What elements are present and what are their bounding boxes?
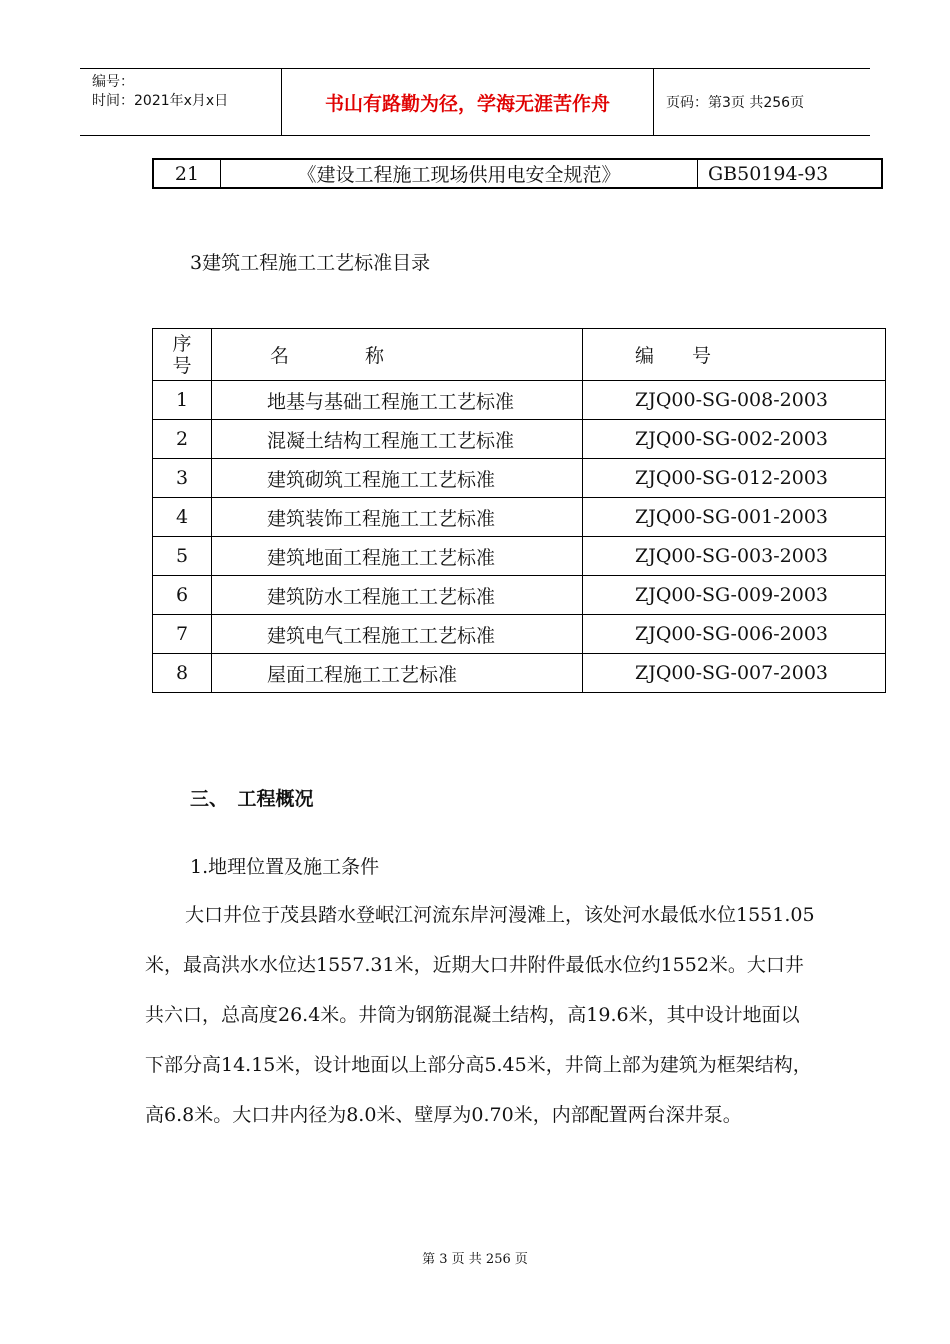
header-no-line2: 号 <box>172 354 192 377</box>
table-row <box>153 498 886 537</box>
row-number: 8 <box>153 654 212 693</box>
header-meta <box>80 69 282 135</box>
row-number: 3 <box>153 459 212 498</box>
row-number: 5 <box>153 537 212 576</box>
page-footer: 第 3 页 共 256 页 <box>422 1252 528 1267</box>
row-number: 2 <box>153 420 212 459</box>
row-code: ZJQ00-SG-012-2003 <box>583 459 886 498</box>
row-name: 建筑防水工程施工工艺标准 <box>212 576 583 615</box>
page-header <box>80 68 870 136</box>
body-paragraph: 大口井位于茂县踏水登岷江河流东岸河漫滩上，该处河水最低水位1551.05米，最高洪水水位达1557.31米，近期大口井附件最低水位约1552米。大口井共六口，总高度26.4米。井筒为钢筋混凝土结构，高19.6米，其中设计地面以下部分高14.15米，设计地面以上部分高5.45米，井筒上部为建筑为框架结构，高6.8米。大口井内径为8.0米、壁厚为0.70米，内部配置两台深井泵。 <box>145 904 815 1126</box>
header-no-cell <box>153 329 212 381</box>
spec-table-tail <box>152 158 883 189</box>
row-name: 建筑装饰工程施工工艺标准 <box>212 498 583 537</box>
table-row <box>153 420 886 459</box>
section-3-title: 3建筑工程施工工艺标准目录 <box>190 252 431 274</box>
row-code: ZJQ00-SG-002-2003 <box>583 420 886 459</box>
row-name: 建筑砌筑工程施工工艺标准 <box>212 459 583 498</box>
table-row <box>153 576 886 615</box>
row-name: 屋面工程施工工艺标准 <box>212 654 583 693</box>
row-name: 混凝土结构工程施工工艺标准 <box>212 420 583 459</box>
row-code: ZJQ00-SG-001-2003 <box>583 498 886 537</box>
table-header-row <box>153 329 886 381</box>
row-number: 4 <box>153 498 212 537</box>
header-code-cell: 编 号 <box>583 329 886 381</box>
row-code: ZJQ00-SG-007-2003 <box>583 654 886 693</box>
table-row <box>153 381 886 420</box>
row-name: 建筑电气工程施工工艺标准 <box>212 615 583 654</box>
row-name: 建筑地面工程施工工艺标准 <box>212 537 583 576</box>
table-row <box>153 459 886 498</box>
row-code: ZJQ00-SG-009-2003 <box>583 576 886 615</box>
row-code: ZJQ00-SG-008-2003 <box>583 381 886 420</box>
table-row <box>153 537 886 576</box>
subsection-title: 1.地理位置及施工条件 <box>190 856 380 878</box>
row-number: 1 <box>153 381 212 420</box>
row-name: 地基与基础工程施工工艺标准 <box>212 381 583 420</box>
row-number: 21 <box>153 159 221 188</box>
header-no-line1: 序 <box>172 332 192 355</box>
row-number: 7 <box>153 615 212 654</box>
header-motto: 书山有路勤为径，学海无涯苦作舟 <box>282 69 654 135</box>
row-code: GB50194-93 <box>698 159 883 188</box>
standards-table <box>152 328 886 693</box>
row-name: 《建设工程施工现场供用电安全规范》 <box>221 159 698 188</box>
header-number-label: 编号： <box>92 74 134 90</box>
chapter-heading: 三、 工程概况 <box>190 788 314 810</box>
row-code: ZJQ00-SG-006-2003 <box>583 615 886 654</box>
header-name-cell: 名 称 <box>212 329 583 381</box>
table-row <box>153 159 882 188</box>
row-number: 6 <box>153 576 212 615</box>
header-time-label: 时间：2021年x月x日 <box>92 93 229 109</box>
table-row <box>153 654 886 693</box>
header-page-info: 页码：第3页 共256页 <box>666 95 805 111</box>
table-row <box>153 615 886 654</box>
row-code: ZJQ00-SG-003-2003 <box>583 537 886 576</box>
